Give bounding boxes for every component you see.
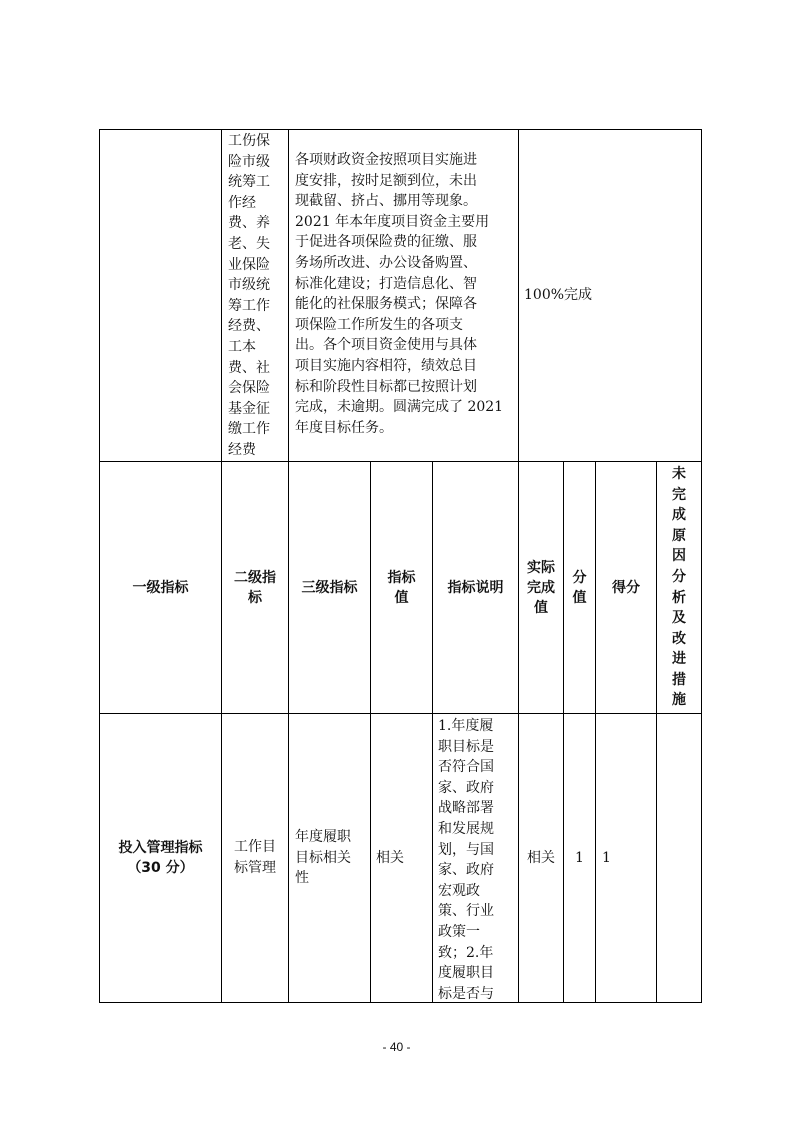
header-reason-text: 未 完 成 原 因 分 析 及 改 进 措 施 <box>672 465 686 709</box>
project-description-cell: 各项财政资金按照项目实施进 度安排，按时足额到位，未出 现截留、挤占、挪用等现象。 2021 年本年度项目资金主要用 于促进各项保险费的征缴、服 务场所改进、办公设备购置、 标准化建设；打造信息化、智 能化的社保服务模式；保障各 项保险工作所发生的各项支 出。各个项目资金使用与具体 项目实施内容相符，绩效总目 标和阶段性目标都已按照计划 完成，未逾期。圆满完成了 2021 年度目标任务。 <box>295 152 504 436</box>
row-actual-text: 相关 <box>527 849 555 866</box>
header-reason <box>657 462 701 713</box>
row-obtained <box>596 714 656 1002</box>
page-number: - 40 - <box>382 1040 411 1054</box>
completion-status-text: 100%完成 <box>524 287 593 304</box>
table-border-bottom <box>99 1002 702 1003</box>
project-name-cell: 工伤保 险市级 统筹工 作经 费、养 老、失 业保险 市级统 筹工作 经费、 工本 费、社 会保险 基金征 缴工作 经费 <box>228 133 270 458</box>
row-level3 <box>289 714 370 1002</box>
header-explain-text: 指标说明 <box>447 579 504 596</box>
header-actual <box>519 462 563 713</box>
header-obtained-text: 得分 <box>612 579 640 596</box>
header-explain <box>433 462 518 713</box>
completion-status-cell <box>519 130 701 461</box>
header-level3-text: 三级指标 <box>301 579 358 596</box>
row-score <box>564 714 595 1002</box>
header-score <box>564 462 595 713</box>
header-score-text: 分 值 <box>572 569 587 606</box>
row-score-text: 1 <box>575 849 584 866</box>
row-level3-text: 年度履职 目标相关 性 <box>295 829 351 887</box>
header-actual-text: 实际 完成 值 <box>527 559 555 616</box>
row-level2 <box>222 714 288 1002</box>
header-level1 <box>100 462 221 713</box>
header-level2-text: 二级指 标 <box>234 569 276 606</box>
row-reason <box>657 714 701 1002</box>
row-explain: 1.年度履 职目标是 否符合国 家、政府 战略部署 和发展规 划，与国 家、政府 宏观政 策、行业 政策一 致；2.年 度履职目 标是否与 <box>438 718 494 1002</box>
row-obtained-text: 1 <box>602 849 611 866</box>
header-level2 <box>222 462 288 713</box>
row-level2-text: 工作目 标管理 <box>234 839 276 876</box>
table-border-right <box>701 129 702 1003</box>
header-level3 <box>289 462 370 713</box>
row-actual <box>519 714 563 1002</box>
row-value <box>371 714 432 1002</box>
header-value-text: 指标 值 <box>387 569 416 606</box>
header-level1-text: 一级指标 <box>132 579 189 596</box>
header-value <box>371 462 432 713</box>
header-obtained <box>596 462 656 713</box>
row-level1 <box>100 714 221 1002</box>
row-level1-text: 投入管理指标 （30 分） <box>118 840 203 876</box>
row-value-text: 相关 <box>376 849 404 866</box>
